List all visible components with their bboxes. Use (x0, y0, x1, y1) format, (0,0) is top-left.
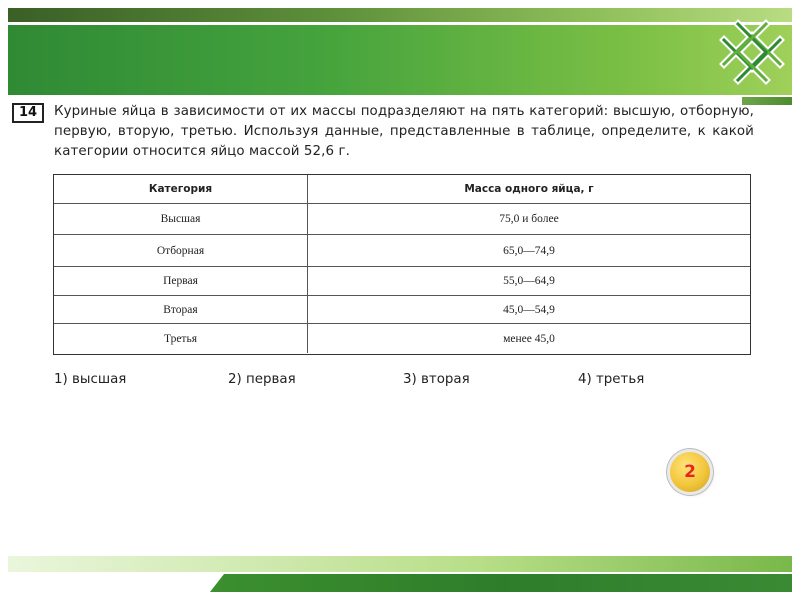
category-cell: Отборная (54, 235, 308, 266)
category-cell: Высшая (54, 204, 308, 234)
header-top-strip (8, 8, 792, 22)
egg-category-table (53, 174, 751, 355)
mass-cell: 75,0 и более (499, 213, 559, 225)
footer-light-strip (8, 556, 792, 572)
answer-badge[interactable]: 2 (670, 452, 710, 492)
table-row (54, 324, 750, 353)
logo-knot-icon (714, 14, 790, 90)
question-text: Куриные яйца в зависимости от их массы подразделяют на пять категорий: высшую, отборную, первую, вторую, третью. Используя данные, представленные в таблице, определите, к какой категории относится яйцо массой 52,6 г. (54, 104, 754, 159)
table-row (54, 296, 750, 324)
answer-option-3[interactable]: 3) вторая (403, 372, 470, 387)
answer-option-1[interactable]: 1) высшая (54, 372, 127, 387)
table-row (54, 235, 750, 267)
mass-cell: 55,0—64,9 (503, 275, 555, 287)
category-cell: Первая (54, 267, 308, 295)
answer-options (54, 372, 754, 392)
header-banner (8, 25, 792, 95)
table-row (54, 204, 750, 235)
table-header-row (54, 175, 750, 204)
answer-option-4[interactable]: 4) третья (578, 372, 645, 387)
column-header-mass: Масса одного яйца, г (464, 183, 594, 195)
mass-cell: 65,0—74,9 (503, 244, 555, 257)
mass-cell: менее 45,0 (503, 332, 555, 345)
footer-dark-strip (210, 574, 792, 592)
category-cell: Третья (54, 324, 308, 353)
category-cell: Вторая (54, 296, 308, 323)
mass-cell: 45,0—54,9 (503, 303, 555, 316)
column-header-category: Категория (54, 175, 308, 203)
table-row (54, 267, 750, 296)
answer-option-2[interactable]: 2) первая (228, 372, 296, 387)
question-number: 14 (12, 103, 44, 123)
